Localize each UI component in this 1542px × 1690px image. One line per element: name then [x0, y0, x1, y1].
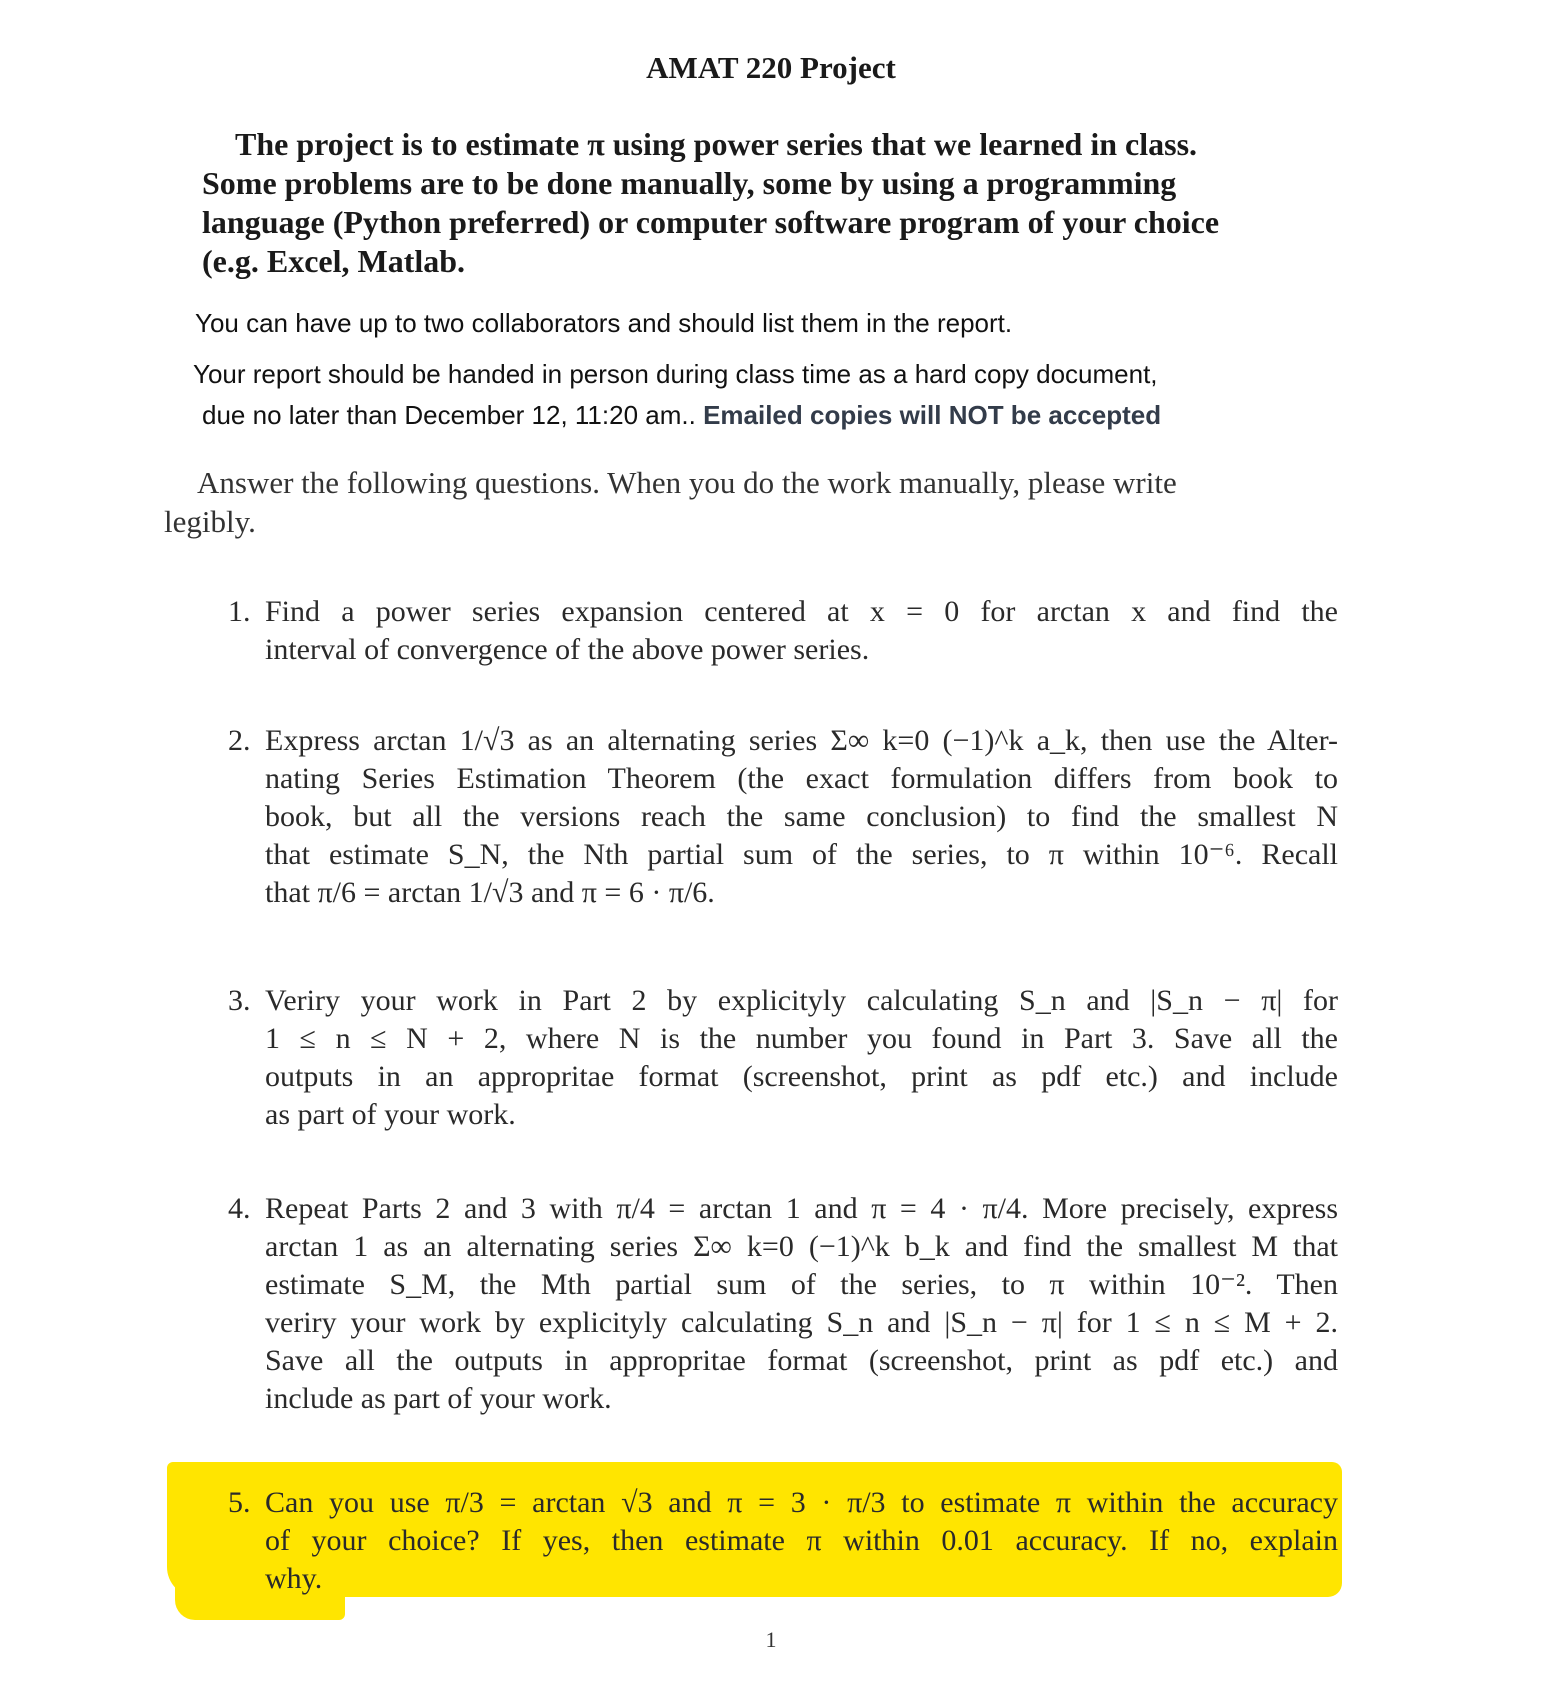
question-line: Express arctan 1/√3 as an alternating series Σ∞ k=0 (−1)^k a_k, then use the Alter-: [265, 724, 1338, 757]
question-5: [228, 1484, 1338, 1598]
report-note-line-2: [202, 400, 1161, 431]
question-4: [228, 1190, 1338, 1418]
collaborators-note: You can have up to two collaborators and should list them in the report.: [195, 308, 1013, 338]
question-number: 1.: [228, 595, 251, 628]
intro-line-3: language (Python preferred) or computer software program of your choice: [202, 204, 1220, 240]
question-line: outputs in an appropritae format (screenshot, print as pdf etc.) and include: [265, 1060, 1338, 1093]
question-line: nating Series Estimation Theorem (the exact formulation differs from book to: [265, 762, 1338, 795]
document-title: AMAT 220 Project: [646, 50, 896, 85]
question-line: Can you use π/3 = arctan √3 and π = 3 · π/3 to estimate π within the accuracy: [265, 1486, 1338, 1519]
question-line: Find a power series expansion centered at x = 0 for arctan x and find the: [265, 595, 1338, 628]
email-warning: Emailed copies will NOT be accepted: [703, 400, 1162, 430]
question-line: as part of your work.: [265, 1098, 516, 1131]
page-number: 1: [765, 1627, 777, 1652]
question-number: 3.: [228, 984, 251, 1017]
question-line: Repeat Parts 2 and 3 with π/4 = arctan 1 and π = 4 · π/4. More precisely, express: [265, 1192, 1338, 1225]
answer-line-2: legibly.: [164, 504, 256, 539]
question-line: veriry your work by explicityly calculating S_n and |S_n − π| for 1 ≤ n ≤ M + 2.: [265, 1306, 1338, 1339]
report-note-line-1: Your report should be handed in person during class time as a hard copy document,: [193, 359, 1158, 389]
intro-line-4: (e.g. Excel, Matlab.: [202, 243, 466, 279]
question-line: of your choice? If yes, then estimate π within 0.01 accuracy. If no, explain: [265, 1524, 1338, 1557]
question-line: include as part of your work.: [265, 1382, 612, 1415]
question-1: [228, 593, 1338, 669]
question-line: book, but all the versions reach the same conclusion) to find the smallest N: [265, 800, 1338, 833]
intro-paragraph: [202, 125, 1302, 281]
question-number: 4.: [228, 1192, 251, 1225]
intro-line-1: The project is to estimate π using power series that we learned in class.: [235, 126, 1198, 162]
question-line: estimate S_M, the Mth partial sum of the series, to π within 10⁻². Then: [265, 1268, 1338, 1301]
question-line: that π/6 = arctan 1/√3 and π = 6 · π/6.: [265, 876, 715, 909]
question-number: 2.: [228, 724, 251, 757]
question-line: why.: [265, 1562, 323, 1595]
answer-instructions: [164, 463, 1334, 541]
question-line: that estimate S_N, the Nth partial sum of the series, to π within 10⁻⁶. Recall: [265, 838, 1338, 871]
question-2: [228, 722, 1338, 912]
question-line: Veriry your work in Part 2 by explicityly calculating S_n and |S_n − π| for: [265, 984, 1338, 1017]
intro-line-2: Some problems are to be done manually, some by using a programming: [202, 165, 1177, 201]
question-line: interval of convergence of the above power series.: [265, 633, 870, 666]
question-line: 1 ≤ n ≤ N + 2, where N is the number you found in Part 3. Save all the: [265, 1022, 1338, 1055]
question-line: arctan 1 as an alternating series Σ∞ k=0 (−1)^k b_k and find the smallest M that: [265, 1230, 1338, 1263]
question-3: [228, 982, 1338, 1134]
report-due-text: due no later than December 12, 11:20 am..: [202, 400, 696, 430]
question-number: 5.: [228, 1486, 251, 1519]
answer-line-1: Answer the following questions. When you do the work manually, please write: [197, 465, 1177, 500]
question-line: Save all the outputs in appropritae format (screenshot, print as pdf etc.) and: [265, 1344, 1338, 1377]
